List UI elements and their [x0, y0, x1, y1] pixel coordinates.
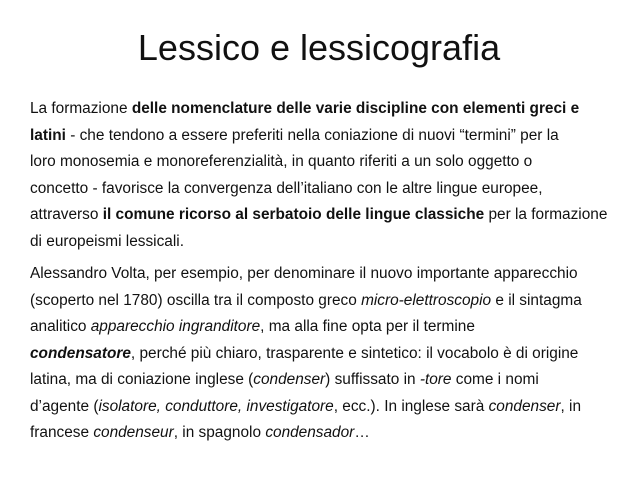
- text-span: ) suffissato in: [325, 371, 420, 388]
- italic-text: condenser: [488, 397, 561, 415]
- text-span: francese: [30, 424, 94, 441]
- text-span: …: [354, 424, 370, 441]
- paragraph-1-line-2: [30, 123, 614, 150]
- paragraph-2-line-2: [30, 288, 614, 315]
- italic-text: micro-elettroscopio: [361, 291, 492, 309]
- paragraph-2-line-5: [30, 367, 614, 394]
- paragraph-2-line-6: [30, 394, 614, 421]
- paragraph-2-line-1: Alessandro Volta, per esempio, per denominare il nuovo importante apparecchio: [30, 265, 578, 282]
- italic-text: condenser: [253, 371, 326, 388]
- paragraph-1-line-6: di europeismi lessicali.: [30, 232, 184, 250]
- text-span: (scoperto nel 1780) oscilla tra il composto greco: [30, 291, 362, 309]
- text-span: d’agente (: [30, 397, 99, 415]
- bold-text: il comune ricorso al serbatoio delle lingue classiche: [102, 206, 485, 223]
- text-span: , in: [560, 397, 581, 415]
- paragraph-2-line-4: [30, 341, 614, 368]
- text-span: analitico: [30, 318, 91, 335]
- text-span: come i nomi: [451, 371, 539, 388]
- slide-body: [30, 96, 614, 453]
- italic-text: isolatore, conduttore, investigatore: [98, 397, 334, 415]
- paragraph-1-line-5: [30, 202, 614, 229]
- text-span: e il sintagma: [491, 291, 582, 309]
- paragraph-1: [30, 96, 614, 255]
- paragraph-1-line-4: concetto - favorisce la convergenza dell’italiano con le altre lingue europee,: [30, 179, 543, 197]
- paragraph-1-line-3: loro monosemia e monoreferenzialità, in quanto riferiti a un solo oggetto o: [30, 153, 533, 170]
- paragraph-2-line-7: [30, 420, 614, 447]
- slide-title: Lessico e lessicografia: [137, 27, 501, 68]
- paragraph-1-line-1: [30, 96, 614, 123]
- italic-text: -tore: [419, 371, 452, 388]
- paragraph-2-line-3: [30, 314, 614, 341]
- paragraph-2: [30, 261, 614, 447]
- italic-text: condensador: [265, 424, 355, 441]
- bold-text: latini: [30, 126, 66, 144]
- italic-text: condenseur: [93, 424, 174, 441]
- text-span: , ma alla fine opta per il termine: [260, 318, 475, 335]
- text-span: , in spagnolo: [173, 424, 266, 441]
- text-span: attraverso: [30, 206, 103, 223]
- text-span: La formazione: [30, 100, 132, 117]
- italic-text: condensatore: [30, 344, 131, 362]
- text-span: latina, ma di coniazione inglese (: [30, 371, 254, 388]
- text-span: , perché più chiaro, trasparente e sintetico: il vocabolo è di origine: [130, 344, 579, 362]
- bold-text: delle nomenclature delle varie discipline con elementi greci e: [131, 100, 580, 117]
- italic-text: apparecchio ingranditore: [90, 318, 261, 335]
- text-span: per la formazione: [484, 206, 608, 223]
- text-span: , ecc.). In inglese sarà: [333, 397, 489, 415]
- bold-italic-text: [30, 345, 131, 362]
- text-span: - che tendono a essere preferiti nella coniazione di nuovi “termini” per la: [65, 126, 559, 144]
